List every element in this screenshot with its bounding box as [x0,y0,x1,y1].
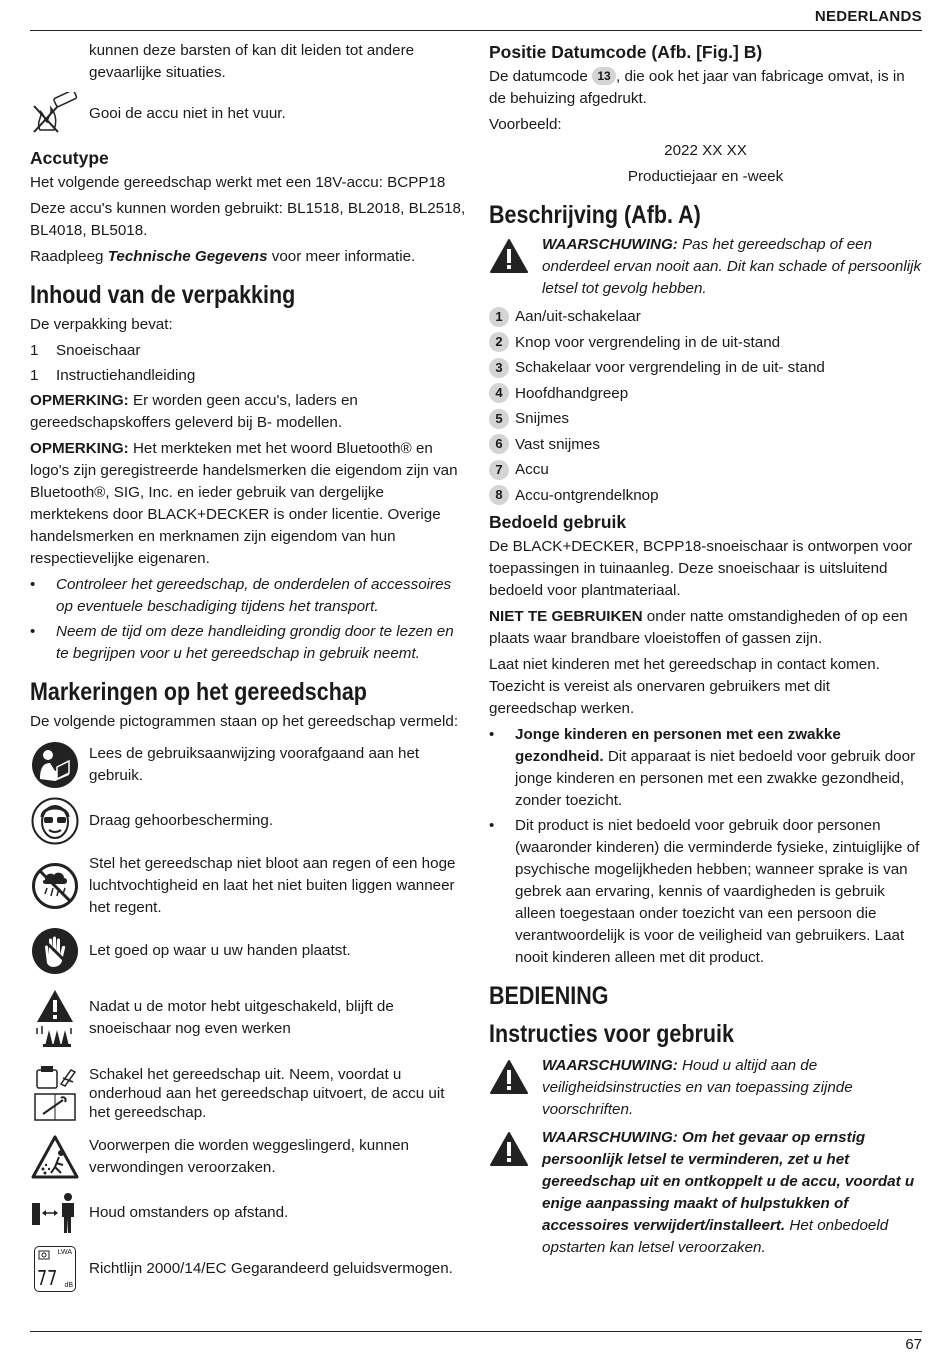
list-item: 6 Vast snijmes [489,434,922,456]
package-intro: De verpakking bevat: [30,316,173,333]
list-item: 4 Hoofdhandgreep [489,383,922,405]
marking-row [30,983,466,1053]
bullet-item: • Neem de tijd om deze handleiding grondig door te lezen en te begrijpen voor u het gereedschap in gebruik neemt. [30,623,454,662]
marking-text: Houd omstanders op afstand. [89,1204,289,1221]
warning-icon [489,1055,533,1121]
remove-battery-icon [30,1064,80,1122]
bottom-divider [30,1331,922,1332]
hand-caution-icon [30,927,80,975]
bullet-item: • Controleer het gereedschap, de onderdelen of accessoires op eventuele beschadiging tijdens het transport. [30,576,452,615]
accutype-line2: Deze accu's kunnen worden gebruikt: BL1518, BL2018, BL2518, BL4018, BL5018. [30,200,466,239]
language-header: NEDERLANDS [814,8,922,25]
intended-use-p1: De BLACK+DECKER, BCPP18-snoeischaar is ontworpen voor toepassingen in tuinaanleg. Deze snoeischaar is uitsluitend bedoeld voor plantmateriaal. [489,538,913,599]
top-divider [30,30,922,31]
example-desc: Productiejaar en -week [627,168,784,185]
warning-icon [489,234,533,300]
page-number: 67 [905,1336,922,1353]
list-item: 1 Aan/uit-schakelaar [489,306,922,328]
note-1: OPMERKING: Er worden geen accu's, laders en gereedschapskoffers geleverd bij B- modellen. [30,392,358,431]
warning-block [489,234,922,300]
thrown-objects-icon [30,1135,80,1179]
right-column [489,40,922,1265]
accutype-line1: Het volgende gereedschap werkt met een 18V-accu: BCPP18 [30,174,446,191]
marking-row [30,1061,466,1125]
warning-icon [489,1127,533,1259]
datecode-heading: Positie Datumcode (Afb. [Fig.] B) [489,42,763,62]
marking-text: Lees de gebruiksaanwijzing voorafgaand aan het gebruik. [89,745,420,784]
list-item: 3 Schakelaar voor vergrendeling in de uit- stand [489,357,922,379]
list-item: 1 Instructiehandleiding [30,367,196,384]
marking-row [30,1133,466,1181]
bullet-item: • Dit product is niet bedoeld voor gebruik door personen (waaronder kinderen) die verminderde fysieke, zintuiglijke of psychische mogelijkheden hebben; wanneer sprake is van gebrek aan ervaring, kennis of vaardigheden is gebruik alleen toegestaan onder toezicht van een persoon die verantwoordelijk is voor de veiligheid van gebruikers. Laat nooit kinderen alleen met dit product. [489,817,920,966]
technical-data-ref: Technische Gegevens [107,248,268,265]
bullet-item: • Jonge kinderen en personen met een zwakke gezondheid. Dit apparaat is niet bedoeld voor gebruik door jonge kinderen en personen met een zwakke gezondheid, zonder toezicht. [489,726,916,809]
list-item: 7 Accu [489,459,922,481]
marking-row [30,741,466,789]
marking-text: Richtlijn 2000/14/EC Gegarandeerd geluidsvermogen. [89,1260,453,1277]
marking-text: Let goed op waar u uw handen plaatst. [89,942,351,959]
accutype-heading: Accutype [30,148,109,168]
noise-level-icon [30,1246,80,1292]
lwa-value: 77 [37,1266,58,1290]
marking-row [30,927,466,975]
marking-text: Stel het gereedschap niet bloot aan regen of een hoge luchtvochtigheid en laat het niet buiten liggen wanneer het regent. [89,855,456,916]
lwa-label: LWA [57,1249,72,1256]
intended-use-p3: Laat niet kinderen met het gereedschap in contact komen. Toezicht is vereist als onervaren gebruikers met dit gereedschap werken. [489,656,880,717]
warning-text: WAARSCHUWING: Houd u altijd aan de veiligheidsinstructies en van toepassing zijnde voorschriften. [542,1057,853,1118]
fire-warning-row [30,90,466,138]
warning-text: WAARSCHUWING: Om het gevaar op ernstig persoonlijk letsel te verminderen, zet u het gereedschap uit en ontkoppelt u de accu, voordat u enige aanpassing maakt of hulpstukken of accessoires verwijdert/installeert. Het onbedoeld opstarten kan letsel veroorzaken. [542,1129,915,1256]
markings-heading: Markeringen op het gereedschap [30,678,367,706]
description-heading: Beschrijving (Afb. A) [489,201,701,229]
operation-heading: BEDIENING [489,982,609,1010]
keep-distance-icon [30,1191,80,1235]
marking-text: Voorwerpen die worden weggeslingerd, kunnen verwondingen veroorzaken. [89,1137,409,1176]
no-rain-icon [30,862,80,910]
note-2: OPMERKING: Het merkteken met het woord Bluetooth® en logo's zijn geregistreerde handelsmerken die eigendom zijn van Bluetooth®, SIG, Inc. en ieder gebruik van dergelijke merktekens door BLACK+DECKER is onder licentie. Overige handelsmerken en merknamen zijn eigendom van hun respectievelijke eigenaren. [30,440,458,567]
example-label: Voorbeeld: [489,116,562,133]
ear-protection-icon [30,797,80,845]
marking-row [30,1189,466,1237]
continuation-text: kunnen deze barsten of kan dit leiden tot andere gevaarlijke situaties. [89,42,415,81]
marking-text: Nadat u de motor hebt uitgeschakeld, blijft de snoeischaar nog even werken [89,998,394,1037]
datecode-text: De datumcode 13 , die ook het jaar van fabricage omvat, is in de behuizing afgedrukt. [489,68,905,107]
blade-coast-icon [30,988,80,1048]
warning-text: WAARSCHUWING: Pas het gereedschap of een onderdeel ervan nooit aan. Dit kan schade of persoonlijk letsel tot gevolg hebben. [542,236,922,297]
list-item: 1 Snoeischaar [30,342,141,359]
left-column [30,40,466,1301]
instructions-heading: Instructies voor gebruik [489,1020,734,1048]
list-item: 8 Accu-ontgrendelknop [489,485,922,507]
list-item: 2 Knop voor vergrendeling in de uit-stand [489,332,922,354]
list-item: 5 Snijmes [489,408,922,430]
warning-block [489,1127,922,1259]
markings-intro: De volgende pictogrammen staan op het gereedschap vermeld: [30,713,459,730]
ref-badge: 13 [592,67,616,85]
marking-text: Draag gehoorbescherming. [89,812,274,829]
accutype-line3: Raadpleeg Technische Gegevens voor meer informatie. [30,248,416,265]
intended-use-heading: Bedoeld gebruik [489,512,627,532]
marking-row [30,1245,466,1293]
example-value: 2022 XX XX [664,142,747,159]
lwa-unit: dB [64,1282,73,1289]
intended-use-p2: NIET TE GEBRUIKEN onder natte omstandigheden of op een plaats waar brandbare vloeistoffen of gassen zijn. [489,608,908,647]
marking-row [30,797,466,845]
read-manual-icon [30,741,80,789]
package-heading: Inhoud van de verpakking [30,281,296,309]
warning-block [489,1055,922,1121]
marking-row [30,853,466,919]
fire-warning-text: Gooi de accu niet in het vuur. [89,105,286,122]
marking-text: Schakel het gereedschap uit. Neem, voordat u onderhoud aan het gereedschap uitvoert, de accu uit het gereedschap. [89,1065,445,1121]
no-fire-icon [30,92,80,136]
